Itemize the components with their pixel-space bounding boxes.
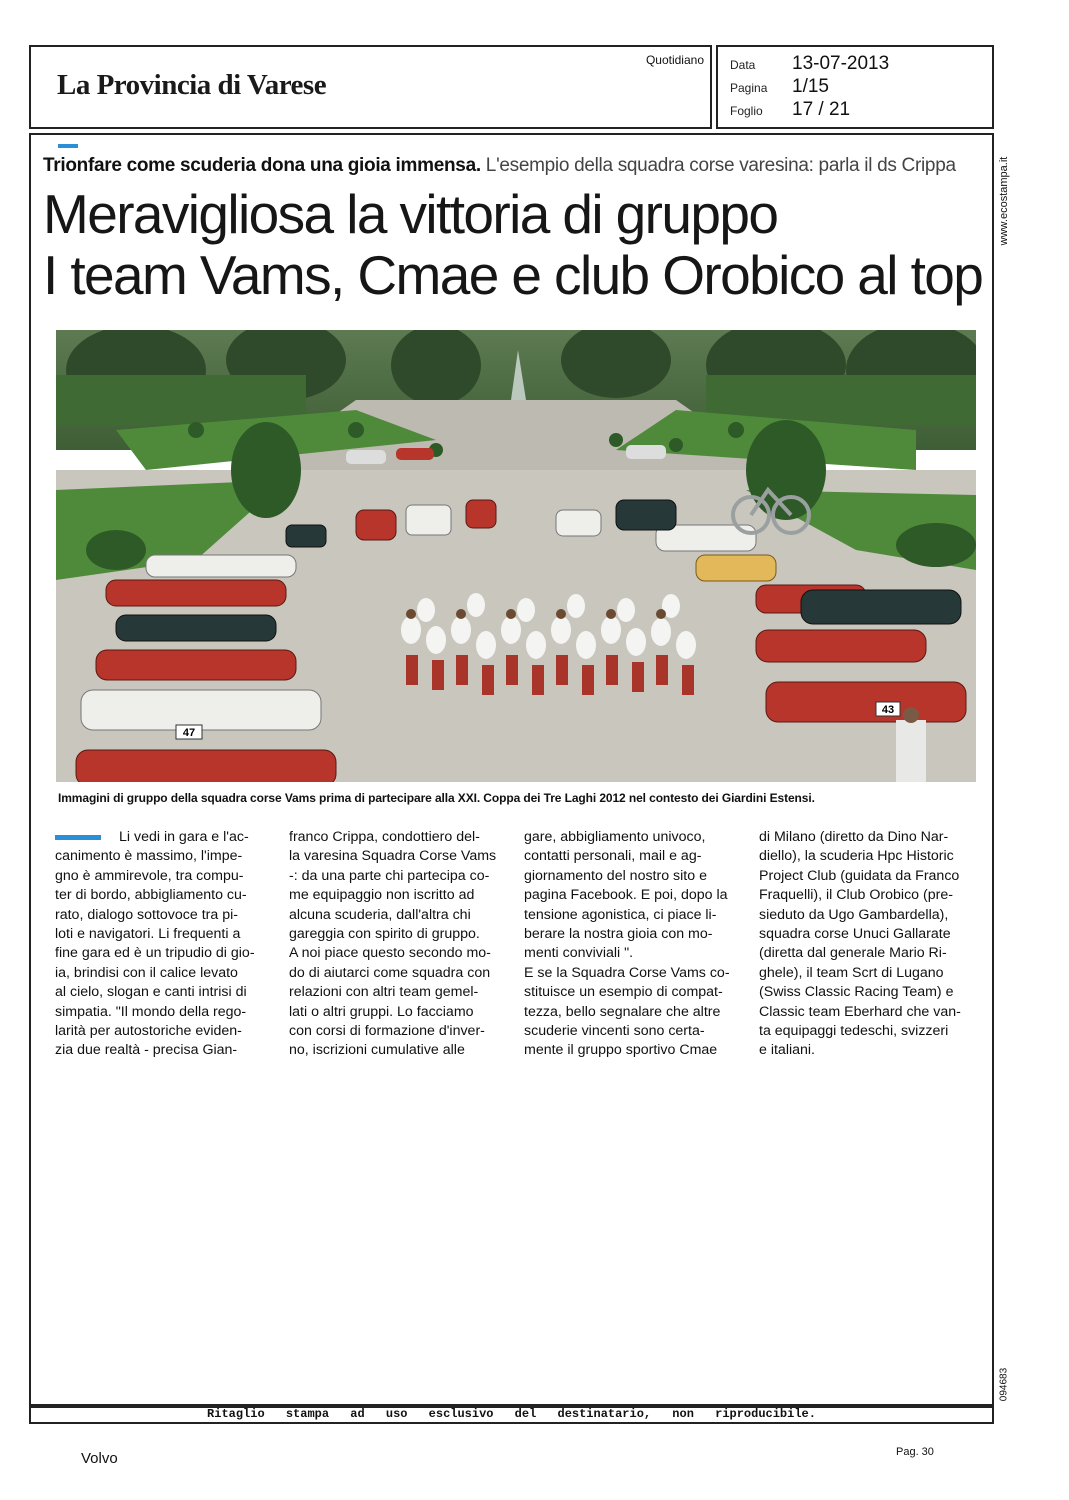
text-line: (diretta dal generale Mario Ri- bbox=[759, 945, 947, 962]
text-line: zia due realtà - precisa Gian- bbox=[55, 1042, 238, 1059]
text-line: Classic team Eberhard che van- bbox=[759, 1003, 961, 1020]
kicker bbox=[43, 155, 956, 177]
text-column-2 bbox=[289, 828, 503, 1061]
meta-value: 17 / 21 bbox=[792, 99, 851, 120]
text-line: franco Crippa, condottiero del- bbox=[289, 829, 480, 845]
clipping-notice: Ritaglio stampa ad uso esclusivo del destinatario, non riproducibile. bbox=[29, 1404, 994, 1424]
text-line: relazioni con altri team gemel- bbox=[289, 984, 479, 1001]
text-line: canimento è massimo, l'impe- bbox=[55, 848, 243, 865]
text-line: pagina Facebook. E poi, dopo la bbox=[524, 887, 728, 904]
text-line: larità per autostoriche eviden- bbox=[55, 1023, 242, 1040]
text-column-1 bbox=[55, 828, 269, 1061]
text-line: Fraquelli), il Club Orobico (pre- bbox=[759, 887, 953, 904]
meta-row-date bbox=[730, 53, 889, 75]
text-line: ia, brindisi con il calice levato bbox=[55, 964, 238, 981]
meta-value: 1/15 bbox=[792, 76, 829, 97]
text-line: ter di bordo, abbigliamento cu- bbox=[55, 887, 247, 904]
kicker-light: L'esempio della squadra corse varesina: parla il ds Crippa bbox=[485, 155, 956, 176]
group-photo bbox=[56, 330, 976, 782]
text-line: no, iscrizioni cumulative alle bbox=[289, 1042, 465, 1059]
text-line: squadra corse Unuci Gallarate bbox=[759, 926, 951, 943]
text-line: loti e navigatori. Li frequenti a bbox=[55, 926, 241, 943]
meta-row-page bbox=[730, 76, 829, 98]
accent-bar bbox=[58, 144, 78, 148]
photo-illustration bbox=[56, 330, 976, 782]
text-column-4 bbox=[759, 828, 973, 1061]
client-name: Volvo bbox=[81, 1450, 118, 1467]
side-site-label bbox=[997, 152, 1011, 252]
text-line: giornamento del nostro sito e bbox=[524, 867, 707, 884]
text-line: ghele), il team Scrt di Lugano bbox=[759, 964, 944, 981]
car-number-43: 43 bbox=[881, 704, 895, 716]
text-line: Project Club (guidata da Franco bbox=[759, 867, 960, 884]
text-line: e italiani. bbox=[759, 1042, 815, 1059]
header-meta-box bbox=[716, 45, 994, 129]
text-line: do di aiutarci come squadra con bbox=[289, 964, 491, 981]
text-line: me equipaggio non iscritto ad bbox=[289, 887, 475, 904]
meta-label: Foglio bbox=[730, 104, 763, 118]
meta-label: Pagina bbox=[730, 81, 768, 95]
text-line: ta equipaggi tedeschi, svizzeri bbox=[759, 1023, 949, 1040]
text-line: lati o altri gruppi. Lo facciamo bbox=[289, 1003, 474, 1020]
text-line: con corsi di formazione d'inver- bbox=[289, 1023, 485, 1040]
car-number-47: 47 bbox=[182, 727, 196, 739]
text-line: tensione agonistica, ci piace li- bbox=[524, 906, 717, 923]
text-line: di Milano (diretto da Dino Nar- bbox=[759, 829, 949, 845]
headline-line-1: Meravigliosa la vittoria di gruppo bbox=[43, 183, 778, 245]
text-line: contatti personali, mail e ag- bbox=[524, 848, 702, 865]
text-line: diello), la scuderia Hpc Historic bbox=[759, 848, 954, 865]
text-line: gareggia con spirito di gruppo. bbox=[289, 926, 480, 943]
text-line: simpatia. "Il mondo della rego- bbox=[55, 1003, 247, 1020]
meta-value: 13-07-2013 bbox=[792, 53, 890, 74]
publication-type: Quotidiano bbox=[645, 53, 704, 67]
text-line: berare la nostra gioia con mo- bbox=[524, 926, 713, 943]
text-line: fine gara ed è un tripudio di gio- bbox=[55, 945, 255, 962]
text-line: E se la Squadra Corse Vams co- bbox=[524, 964, 730, 981]
text-line: stituisce un esempio di compat- bbox=[524, 984, 723, 1001]
article-box bbox=[29, 133, 994, 1408]
text-line: rato, dialogo sottovoce tra pi- bbox=[55, 906, 238, 923]
site-url: www.ecostampa.it bbox=[998, 156, 1010, 246]
masthead: La Provincia di Varese bbox=[57, 69, 327, 101]
text-line: sieduto da Ugo Gambardella), bbox=[759, 906, 949, 923]
page-number: Pag. 30 bbox=[896, 1446, 934, 1458]
text-line: -: da una parte chi partecipa co- bbox=[289, 867, 490, 884]
clipping-code: 094683 bbox=[998, 1367, 1010, 1402]
text-line: Li vedi in gara e l'ac- bbox=[119, 829, 249, 845]
people-group bbox=[386, 590, 696, 710]
text-line: menti conviviali ". bbox=[524, 945, 634, 962]
headline-line-2: I team Vams, Cmae e club Orobico al top bbox=[43, 244, 983, 306]
text-line: al cielo, slogan e canti intrisi di bbox=[55, 984, 247, 1001]
kicker-bold: Trionfare come scuderia dona una gioia immensa. bbox=[43, 155, 481, 176]
text-line: scuderie vincenti sono certa- bbox=[524, 1023, 705, 1040]
text-line: alcuna scuderia, dall'altra chi bbox=[289, 906, 471, 923]
text-line: tezza, bello segnalare che altre bbox=[524, 1003, 721, 1020]
header-masthead-box bbox=[29, 45, 712, 129]
text-line: la varesina Squadra Corse Vams bbox=[289, 848, 497, 865]
text-line: mente il gruppo sportivo Cmae bbox=[524, 1042, 718, 1059]
text-line: gno è ammirevole, tra compu- bbox=[55, 867, 244, 884]
meta-row-sheet bbox=[730, 99, 850, 121]
text-line: A noi piace questo secondo mo- bbox=[289, 945, 491, 962]
text-column-3 bbox=[524, 828, 738, 1061]
side-code-label bbox=[997, 1364, 1011, 1408]
photo-caption: Immagini di gruppo della squadra corse Vams prima di partecipare alla XXI. Coppa dei Tre Laghi 2012 nel contesto dei Giardini Estensi. bbox=[58, 791, 815, 805]
text-line: gare, abbigliamento univoco, bbox=[524, 829, 706, 845]
text-line: (Swiss Classic Racing Team) e bbox=[759, 984, 954, 1001]
column-accent-bar bbox=[55, 835, 101, 840]
meta-label: Data bbox=[730, 58, 756, 72]
